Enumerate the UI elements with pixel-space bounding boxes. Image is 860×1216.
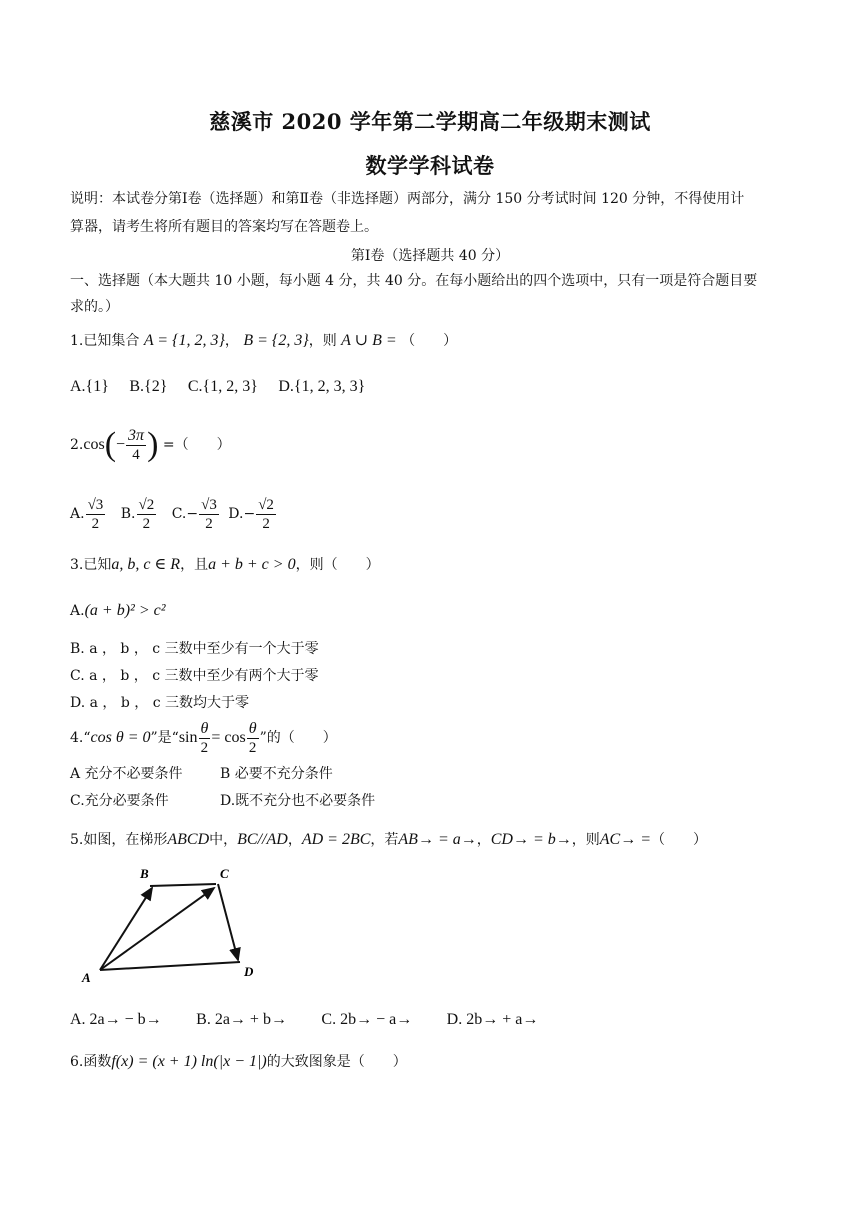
q3-option-d: D. a ， b ， c 三数均大于零 [70,695,250,711]
question-6-stem: 6.函数f(x) = (x + 1) ln(|x − 1|)的大致图象是（ ） [70,1053,407,1070]
q2-option-b: B. $\frac{√2}{2}$ [120,496,155,532]
question-1-stem [70,331,457,351]
q3-option-c: C. a ， b ， c 三数中至少有两个大于零 [70,668,319,684]
q2-num: 3π [128,426,145,444]
q5-option-c: C. 2b→ − a→ [321,1011,413,1028]
question-3-stem [70,555,380,575]
vector-ac [100,888,214,970]
q3-tail: ，则（ ） [295,557,380,573]
q1-blank: （ ） [401,333,458,349]
question-5-options [70,1010,554,1030]
section-instruction-2: 求的。） [70,299,119,315]
vector-ab [100,888,152,970]
q6-func: f(x) = (x + 1) ln(|x − 1|) [111,1053,267,1070]
q2-tail: =（ ） [162,437,231,453]
q4-frac-1: $\frac{\theta}{2}$ [200,719,209,756]
q4-option-d: D.既不充分也不必要条件 [220,793,376,809]
q1-prefix: 1.已知集合 [70,333,140,349]
q2-prefix: 2. [70,437,84,453]
q3-option-b: B. a ， b ， c 三数中至少有一个大于零 [70,641,319,657]
intro-line-1: 说明：本试卷分第Ⅰ卷（选择题）和第Ⅱ卷（非选择题）两部分，满分 150 分考试时间 120 分钟，不得使用计 [70,191,745,207]
label-c: C [220,866,229,881]
segment-bc [150,884,216,886]
q1-set-b: B = {2, 3} [243,332,309,349]
segment-ad [100,962,240,970]
question-4-stem: 4.“cos θ = 0”是“sin $\frac{\theta}{2}$ = cos $\frac{\theta}{2}$ ”的（ ） [70,719,337,756]
q3-mid: ，且 [180,557,209,573]
q1-sep-1: ， [224,333,239,349]
q3-cond: a + b + c > 0 [208,556,296,573]
vector-cd [218,884,238,960]
q1-set-a: A = {1, 2, 3} [143,332,225,349]
q2-right-paren: ) [147,426,159,463]
q2-den: 4 [132,446,140,463]
q2-left-paren: ( [104,426,117,463]
q4-cond-1: cos θ = 0 [90,729,151,746]
label-b: B [140,866,149,881]
exam-subtitle: 数学学科试卷 [365,153,495,178]
question-2-options [70,492,277,536]
label-d: D [244,964,254,979]
exam-title: 慈溪市 2020 学年第二学期高二年级期末测试 [209,109,651,134]
question-2-stem [70,423,231,467]
section-instruction-1: 一、选择题（本大题共 10 小题，每小题 4 分，共 40 分。在每小题给出的四个选项中，只有一项是符合题目要 [70,273,758,289]
q4-option-c: C.充分必要条件 [70,793,169,809]
q1-option-b: B.{2} [129,378,168,395]
q4-option-a: A 充分不必要条件 [70,766,183,782]
q4-options-row-1 [70,764,333,784]
intro-line-2: 算器，请考生将所有题目的答案均写在答题卷上。 [70,219,378,235]
q2-option-c: C.− $\frac{√3}{2}$ [171,496,217,532]
q4-option-b: B 必要不充分条件 [220,766,333,782]
part1-heading: 第Ⅰ卷（选择题共 40 分） [350,248,510,264]
question-5-stem: 5.如图，在梯形ABCD中，BC//AD，AD = 2BC，若AB→ = a→，CD→ = b→，则AC→ =（ ） [70,831,708,848]
q1-option-d: D.{1, 2, 3, 3} [278,378,366,395]
q5-option-d: D. 2b→ + a→ [446,1011,539,1028]
label-a: A [82,970,91,985]
q3-vars: a, b, c ∈ R [111,556,181,573]
q2-neg: − [116,436,126,453]
q2-func: cos [83,436,105,453]
q2-option-a: A. $\frac{√3}{2}$ [70,496,104,532]
trapezoid-figure [70,858,270,988]
q1-option-c: C.{1, 2, 3} [187,378,258,395]
q1-sep-2: ，则 [308,333,337,349]
q1-expr: A ∪ B = [341,332,397,349]
q2-option-d: D.− $\frac{√2}{2}$ [228,496,274,532]
q4-options-row-2 [70,791,375,811]
question-1-options [70,377,381,397]
q3-prefix: 3.已知 [70,557,112,573]
q1-option-a: A.{1} [70,378,109,395]
q5-option-b: B. 2a→ + b→ [196,1011,287,1028]
q3-option-a: A.(a + b)² > c² [70,602,166,619]
q2-fraction [126,427,146,464]
q4-frac-2: $\frac{\theta}{2}$ [248,719,257,756]
q5-option-a: A. 2a→ − b→ [70,1011,162,1028]
